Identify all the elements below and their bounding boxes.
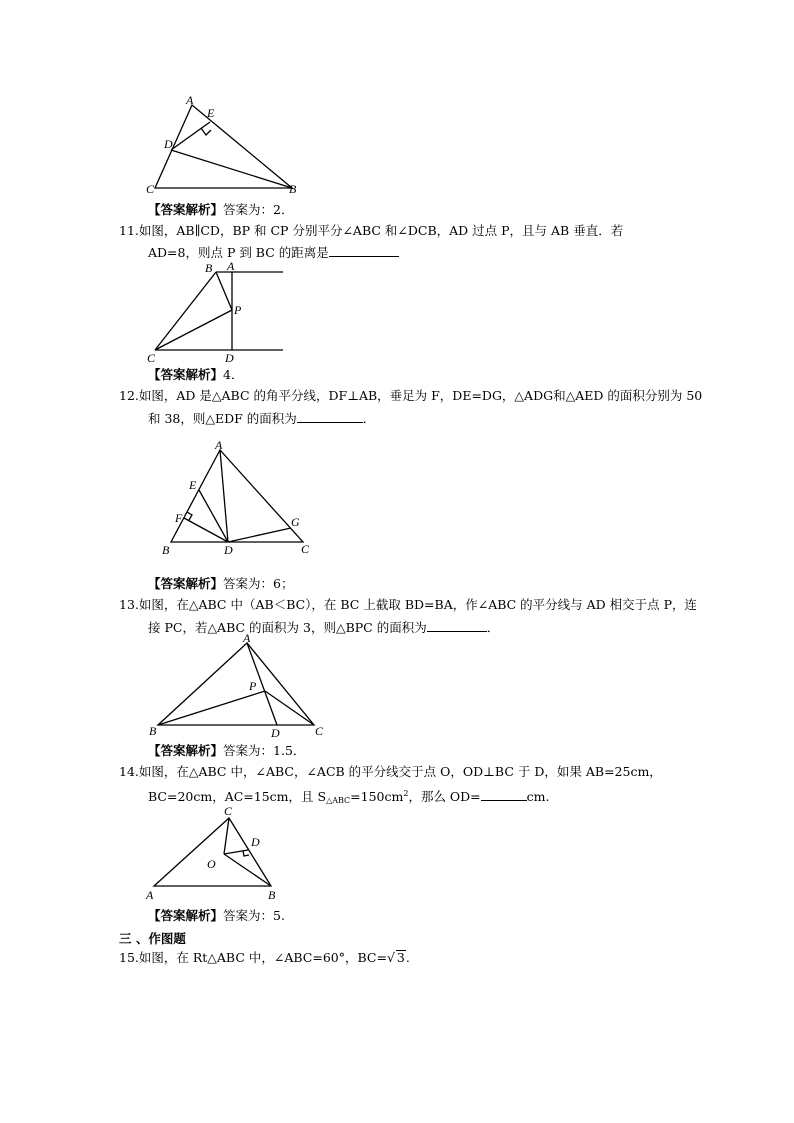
label-b: B [149, 724, 157, 738]
question-12-line1: 12.如图，AD 是△ABC 的角平分线，DF⊥AB，垂足为 F，DE=DG，△ADG和△AED 的面积分别为 50 [119, 388, 703, 403]
question-11-line1: 11.如图，AB∥CD，BP 和 CP 分别平分∠ABC 和∠DCB，AD 过点 P，且与 AB 垂直．若 [119, 223, 624, 238]
label-d: D [164, 137, 173, 151]
answer-q13 [148, 743, 305, 759]
question-14-text-b: =150cm [350, 789, 404, 804]
answer-tag: 【答案解析】 [148, 576, 224, 591]
section-heading: 三 、作图题 [119, 931, 186, 946]
question-15: 15.如图，在 Rt△ABC 中，∠ABC=60°，BC=√ 3. [119, 950, 410, 965]
figure-q11 [140, 258, 290, 368]
label-g: G [291, 515, 300, 529]
label-d: D [225, 351, 234, 365]
right-angle-mark [243, 851, 249, 856]
segment-ob [224, 854, 271, 886]
question-13-text: 接 PC，若△ABC 的面积为 3，则△BPC 的面积为 [148, 620, 427, 635]
segment-ad [220, 450, 228, 542]
question-14-text-c: ，那么 OD= [408, 789, 481, 804]
label-d: D [224, 543, 233, 557]
segment-dg [228, 528, 291, 542]
answer-blank [297, 410, 363, 423]
segment-db [171, 150, 292, 188]
segment-od [224, 850, 248, 854]
answer-tag: 【答案解析】 [148, 908, 224, 923]
label-b: B [205, 261, 213, 275]
label-a: A [146, 888, 154, 902]
answer-q14 [148, 908, 285, 924]
question-12-line2 [148, 410, 375, 427]
question-13-line1: 13.如图，在△ABC 中（AB＜BC），在 BC 上截取 BD=BA，作∠ABC 的平分线与 AD 相交于点 P，连 [119, 597, 698, 612]
label-b: B [268, 888, 276, 902]
figure-q14 [140, 802, 290, 907]
question-12-text: 和 38，则△EDF 的面积为 [148, 411, 297, 426]
question-11-text: AD=8，则点 P 到 BC 的距离是 [148, 245, 329, 260]
period: ． [486, 620, 500, 635]
label-c: C [146, 182, 155, 196]
period: ． [362, 411, 376, 426]
label-f: F [175, 511, 183, 525]
segment-bc [155, 272, 216, 350]
period: . [405, 950, 410, 965]
label-p: P [249, 679, 257, 693]
answer-tag: 【答案解析】 [148, 743, 224, 758]
subscript: △ABC [326, 796, 351, 805]
figure-q12 [155, 440, 320, 565]
sqrt-radicand: 3 [396, 950, 405, 965]
unit: cm. [526, 789, 550, 804]
triangle-abc [154, 818, 271, 886]
label-a: A [215, 438, 223, 452]
question-14-line1: 14.如图，在△ABC 中，∠ABC，∠ACB 的平分线交于点 O，OD⊥BC 于 D，如果 AB=25cm， [119, 764, 662, 779]
label-e: E [207, 106, 215, 120]
label-a: A [243, 631, 251, 645]
answer-text: 4． [223, 367, 244, 382]
answer-blank [427, 619, 487, 632]
answer-tag: 【答案解析】 [148, 367, 224, 382]
answer-q10 [148, 202, 293, 218]
segment-bp [216, 272, 232, 310]
figure-q13 [142, 633, 342, 743]
label-c: C [315, 724, 324, 738]
answer-text: 答案为：1.5． [223, 743, 306, 758]
label-d: D [251, 835, 260, 849]
answer-text: 答案为：6； [223, 576, 294, 591]
label-e: E [189, 478, 197, 492]
triangle-abc [158, 643, 314, 725]
question-14-text: BC=20cm，AC=15cm，且 S [148, 789, 327, 804]
segment-co [224, 818, 229, 854]
label-c: C [147, 351, 156, 365]
segment-cp [155, 310, 232, 350]
label-p: P [234, 303, 242, 317]
figure-q10 [140, 95, 310, 200]
answer-blank [481, 788, 527, 801]
right-angle-mark [201, 128, 211, 135]
label-b: B [289, 182, 297, 196]
label-a: A [186, 93, 194, 107]
segment-bp [158, 691, 265, 725]
right-angle-mark [187, 512, 192, 520]
label-o: O [207, 857, 216, 871]
superscript: 2 [403, 789, 409, 798]
label-a: A [227, 259, 235, 273]
label-c: C [224, 804, 233, 818]
label-b: B [162, 543, 170, 557]
question-15-text: 15.如图，在 Rt△ABC 中，∠ABC=60°，BC= [119, 950, 387, 965]
answer-tag: 【答案解析】 [148, 202, 224, 217]
triangle-abc [171, 450, 303, 542]
label-c: C [301, 542, 310, 556]
segment-pc [265, 691, 314, 725]
answer-q12 [148, 576, 293, 592]
answer-text: 答案为：2． [223, 202, 294, 217]
answer-blank [329, 244, 399, 257]
label-d: D [271, 726, 280, 740]
segment-de [171, 122, 210, 150]
answer-q11 [148, 367, 243, 383]
answer-text: 答案为：5. [223, 908, 285, 923]
